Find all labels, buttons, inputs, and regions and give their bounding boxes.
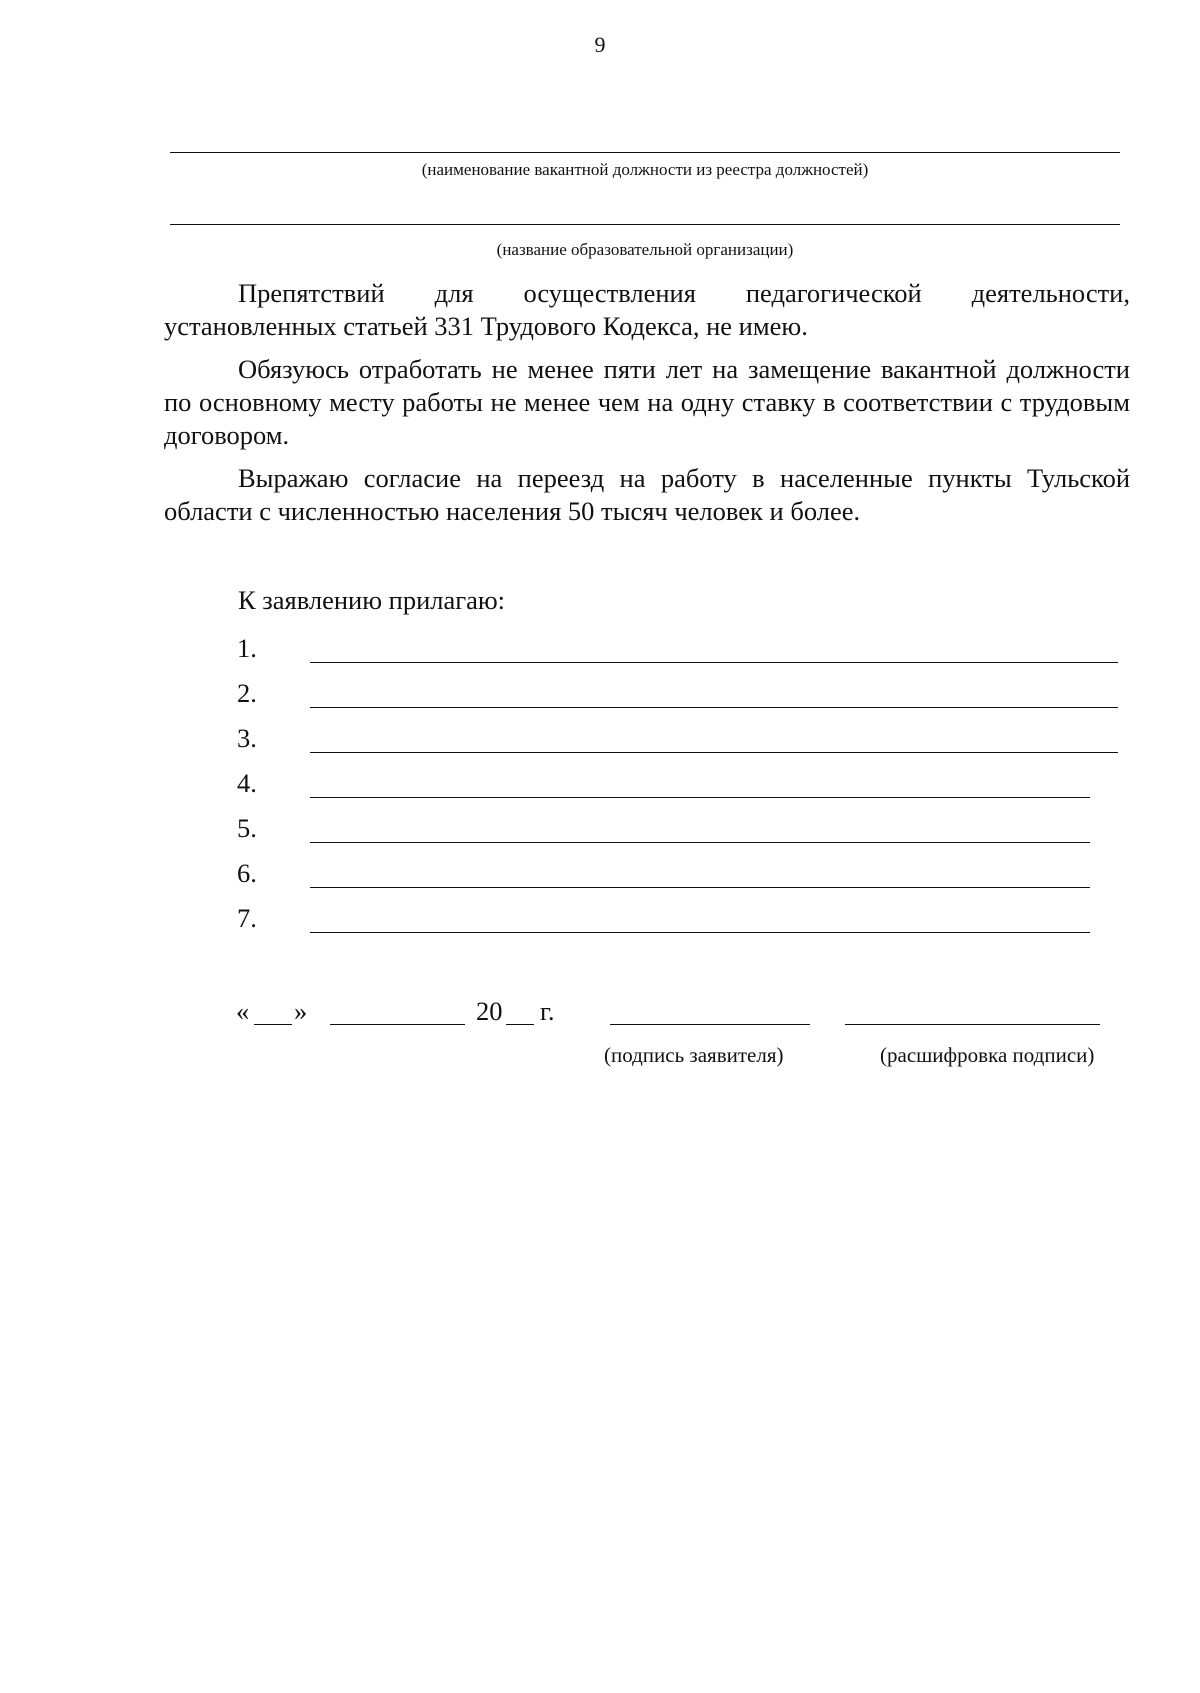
attachment-item-line [310,932,1090,933]
date-month-line [330,1024,465,1025]
signature-caption: (подпись заявителя) [604,1043,784,1067]
date-year-line [506,1024,534,1025]
attachment-item-line [310,662,1118,663]
signature-line [610,1024,810,1025]
attachment-item-number: 2. [237,678,257,708]
attachment-item-line [310,797,1090,798]
organization-field-line [170,224,1120,225]
date-year-suffix: г. [540,996,555,1026]
position-field-caption: (наименование вакантной должности из реестра должностей) [421,160,869,179]
signature-decoding-line [845,1024,1100,1025]
attachment-item-line [310,752,1118,753]
date-year-prefix: 20 [476,996,503,1026]
paragraph-no-obstacles: Препятствий для осуществления педагогической деятельности, установленных статьей 331 Трудового Кодекса, не имею. [164,278,1130,341]
attachment-item-line [310,887,1090,888]
attachments-title: К заявлению прилагаю: [238,585,506,615]
paragraph-obligation: Обязуюсь отработать не менее пяти лет на замещение вакантной должности по основному месту работы не менее чем на одну ставку в соответствии с трудовым договором. [164,354,1130,450]
page-number: 9 [594,32,606,57]
date-day-line [254,1024,292,1025]
organization-field-caption: (название образовательной организации) [496,240,794,259]
signature-decoding-caption: (расшифровка подписи) [880,1043,1095,1067]
paragraph-relocation-consent: Выражаю согласие на переезд на работу в населенные пункты Тульской области с численностью населения 50 тысяч человек и более. [164,463,1130,526]
attachment-item-line [310,707,1118,708]
date-quote-close: » [294,996,308,1026]
attachment-item-number: 4. [237,768,257,798]
attachment-item-number: 1. [237,633,257,663]
attachment-item-line [310,842,1090,843]
position-field-line [170,152,1120,153]
date-quote-open: « [236,996,250,1026]
attachment-item-number: 6. [237,858,257,888]
attachment-item-number: 7. [237,903,257,933]
attachment-item-number: 3. [237,723,257,753]
attachment-item-number: 5. [237,813,257,843]
